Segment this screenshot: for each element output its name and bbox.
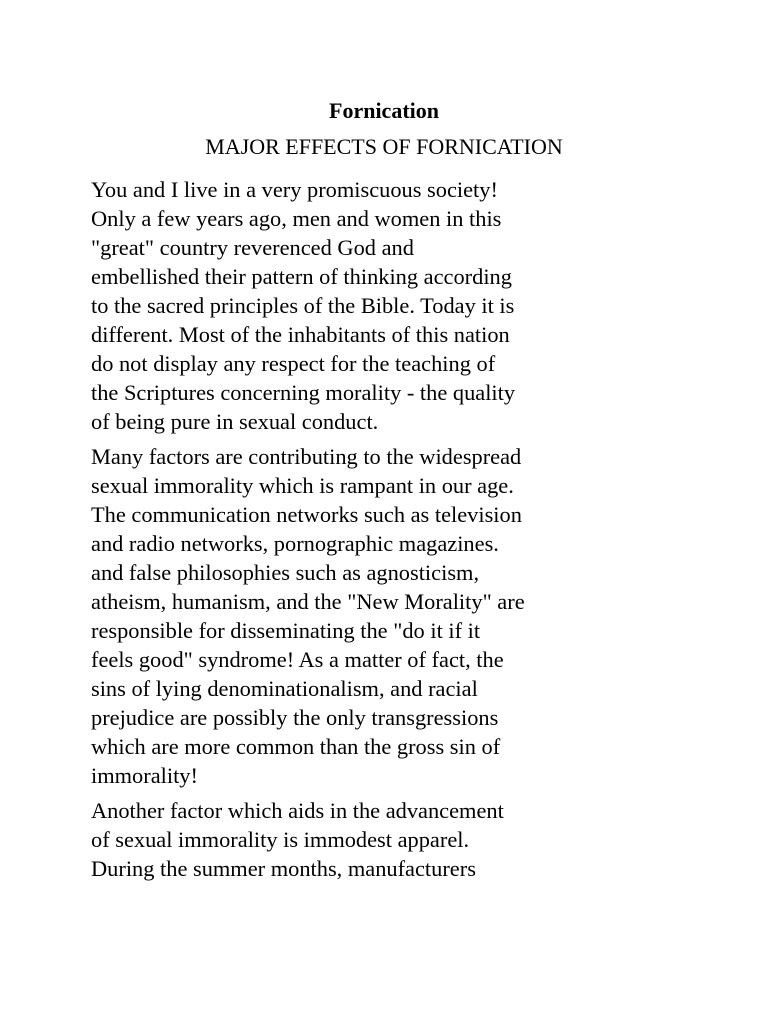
text-line: atheism, humanism, and the "New Morality" are <box>91 589 525 614</box>
text-line: do not display any respect for the teaching of <box>91 351 496 376</box>
text-line: You and I live in a very promiscuous society! <box>91 177 498 202</box>
text-line: sexual immorality which is rampant in our age. <box>91 473 514 498</box>
text-line: and radio networks, pornographic magazines. <box>91 531 499 556</box>
paragraph <box>91 175 591 436</box>
text-line: different. Most of the inhabitants of this nation <box>91 322 510 347</box>
text-line: of sexual immorality is immodest apparel. <box>91 827 470 852</box>
text-line: "great" country reverenced God and <box>91 235 414 260</box>
text-line: and false philosophies such as agnosticism, <box>91 560 480 585</box>
text-line: During the summer months, manufacturers <box>91 856 476 881</box>
text-line: Many factors are contributing to the widespread <box>91 444 522 469</box>
paragraph <box>91 796 591 883</box>
document-title: Fornication <box>329 98 439 123</box>
text-line: The communication networks such as television <box>91 502 522 527</box>
text-line: the Scriptures concerning morality - the quality <box>91 380 516 405</box>
document-subtitle: MAJOR EFFECTS OF FORNICATION <box>205 134 563 159</box>
document-body <box>91 175 591 883</box>
text-line: of being pure in sexual conduct. <box>91 409 379 434</box>
text-line: to the sacred principles of the Bible. Today it is <box>91 293 515 318</box>
text-line: feels good" syndrome! As a matter of fact, the <box>91 647 504 672</box>
text-line: embellished their pattern of thinking according <box>91 264 512 289</box>
text-line: Another factor which aids in the advancement <box>91 798 504 823</box>
text-line: which are more common than the gross sin of <box>91 734 501 759</box>
paragraph <box>91 442 591 790</box>
text-line: prejudice are possibly the only transgressions <box>91 705 499 730</box>
text-line: Only a few years ago, men and women in this <box>91 206 502 231</box>
text-line: immorality! <box>91 763 198 788</box>
text-line: sins of lying denominationalism, and racial <box>91 676 478 701</box>
text-line: responsible for disseminating the "do it if it <box>91 618 481 643</box>
